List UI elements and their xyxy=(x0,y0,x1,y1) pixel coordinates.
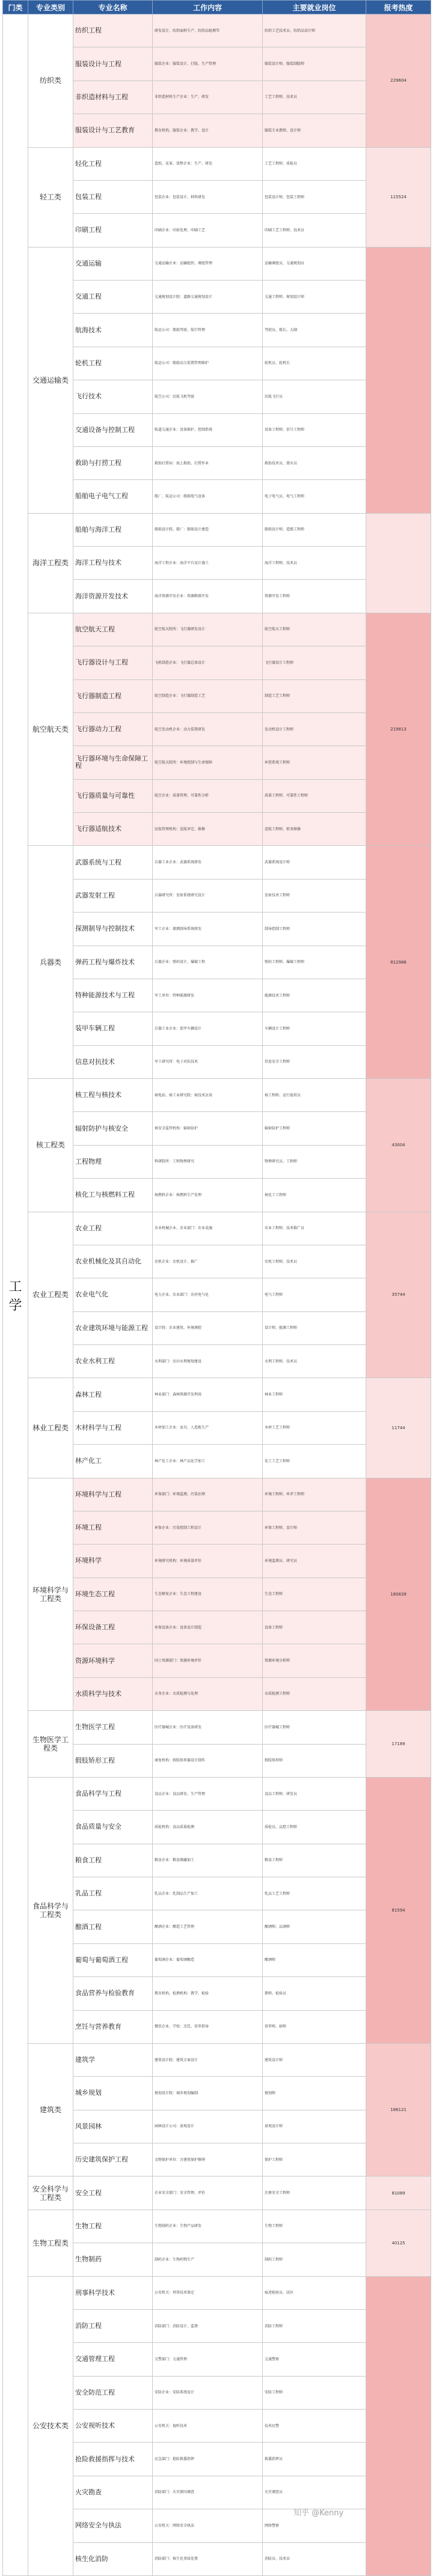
work-content-cell: 生物制药企业：生物产品研发 xyxy=(153,2210,263,2243)
work-content-cell: 航空发动机企业：动力装置研发 xyxy=(153,712,263,746)
position-cell: 资源环境分析师 xyxy=(263,1644,366,1677)
work-content-cell: 水务企业：水质检测与处理 xyxy=(153,1677,263,1710)
work-content-cell: 餐饮企业、学校：烹饪、营养指导 xyxy=(153,2010,263,2043)
major-cell: 抢险救援指挥与技术 xyxy=(73,2443,153,2476)
major-cell: 安全工程 xyxy=(73,2177,153,2210)
category-cell: 建筑类 xyxy=(28,2043,73,2177)
work-content-cell: 文物保护单位：古建筑保护修缮 xyxy=(153,2143,263,2177)
position-cell: 运输调度员、交通规划员 xyxy=(263,247,366,280)
major-cell: 飞行器质量与可靠性 xyxy=(73,779,153,812)
position-cell: 建筑设计师 xyxy=(263,2043,366,2076)
category-cell: 交通运输类 xyxy=(28,247,73,513)
major-cell: 交通设备与控制工程 xyxy=(73,413,153,446)
work-content-cell: 科研院所：工程物理研究 xyxy=(153,1145,263,1178)
major-cell: 核化工与核燃料工程 xyxy=(73,1179,153,1212)
table-row xyxy=(3,846,431,879)
major-cell: 林产化工 xyxy=(73,1445,153,1478)
work-content-cell: 航运公司：船舶驾驶、航行管理 xyxy=(153,314,263,347)
major-cell: 非织造材料与工程 xyxy=(73,80,153,114)
major-cell: 乳品工程 xyxy=(73,1877,153,1910)
position-cell: 质检员、品控工程师 xyxy=(263,1811,366,1844)
work-content-cell: 公安机关：视听技术 xyxy=(153,2410,263,2443)
position-cell: 制导控制工程师 xyxy=(263,913,366,946)
major-cell: 航海技术 xyxy=(73,314,153,347)
major-cell: 海洋工程与技术 xyxy=(73,547,153,580)
major-cell: 生物工程 xyxy=(73,2210,153,2243)
position-cell: 酿酒师 xyxy=(263,1943,366,1976)
position-cell: 辐射防护工程师 xyxy=(263,1112,366,1145)
major-cell: 服装设计与工艺教育 xyxy=(73,114,153,147)
major-cell: 农业电气化 xyxy=(73,1278,153,1311)
position-cell: 环控系统工程师 xyxy=(263,746,366,779)
work-content-cell: 研发设计、纺织面料生产、纺织品检测等 xyxy=(153,14,263,47)
position-cell: 工艺工程师、技术员 xyxy=(263,80,366,114)
major-cell: 探测制导与控制技术 xyxy=(73,913,153,946)
major-cell: 飞行器制造工程 xyxy=(73,679,153,712)
position-cell: 制造工艺工程师 xyxy=(263,679,366,712)
work-content-cell: 海洋工程企业：海洋平台设计施工 xyxy=(153,547,263,580)
position-cell: 粮食工程师 xyxy=(263,1844,366,1877)
heat-cell: 17189 xyxy=(366,1711,431,1778)
major-cell: 农业机械化及其自动化 xyxy=(73,1245,153,1278)
heat-cell xyxy=(366,2276,431,2576)
work-content-cell: 农业机械企业、农业部门：农业设施 xyxy=(153,1212,263,1245)
major-cell: 特种能源技术与工程 xyxy=(73,979,153,1012)
major-cell: 辐射防护与核安全 xyxy=(73,1112,153,1145)
work-content-cell: 康复机构：假肢矫形器设计制作 xyxy=(153,1744,263,1777)
category-cell: 海洋工程类 xyxy=(28,513,73,613)
work-content-cell: 应急部门：抢险救援指挥 xyxy=(153,2443,263,2476)
position-cell: 规划师 xyxy=(263,2077,366,2110)
major-cell: 农业工程 xyxy=(73,1212,153,1245)
work-content-cell: 核电站、核工业研究院：核技术应用 xyxy=(153,1079,263,1112)
header-menlei: 门类 xyxy=(3,1,28,14)
major-cell: 服装设计与工程 xyxy=(73,47,153,80)
major-cell: 网络安全与执法 xyxy=(73,2509,153,2542)
category-cell: 林业工程类 xyxy=(28,1378,73,1478)
major-cell: 木材科学与工程 xyxy=(73,1411,153,1444)
work-content-cell: 飞机制造企业：飞行器总体设计 xyxy=(153,646,263,679)
major-cell: 核工程与核技术 xyxy=(73,1079,153,1112)
work-content-cell: 航空航天院所：环境控制与生命保障 xyxy=(153,746,263,779)
work-content-cell: 安防企业：安防系统设计 xyxy=(153,2376,263,2409)
major-cell: 消防工程 xyxy=(73,2309,153,2342)
work-content-cell: 环保设备企业：设备设计制造 xyxy=(153,1611,263,1644)
work-content-cell: 兵器工业企业：武器系统研发 xyxy=(153,846,263,879)
major-cell: 环境科学 xyxy=(73,1545,153,1578)
position-cell: 飞行器设计工程师 xyxy=(263,646,366,679)
major-cell: 轻化工程 xyxy=(73,147,153,180)
position-cell: 生态工程师 xyxy=(263,1578,366,1611)
major-cell: 生物制药 xyxy=(73,2243,153,2276)
major-cell: 资源环境科学 xyxy=(73,1644,153,1677)
position-cell: 服装设计师、服装制版师 xyxy=(263,47,366,80)
major-cell: 历史建筑保护工程 xyxy=(73,2143,153,2177)
table-row xyxy=(3,247,431,280)
major-cell: 安全防范工程 xyxy=(73,2376,153,2409)
major-cell: 交通管理工程 xyxy=(73,2343,153,2376)
category-cell: 兵器类 xyxy=(28,846,73,1079)
position-cell: 电子电气员、电气工程师 xyxy=(263,480,366,513)
position-cell: 注册安全工程师 xyxy=(263,2177,366,2210)
major-cell: 救助与打捞工程 xyxy=(73,446,153,479)
work-content-cell: 航空制造企业：飞行器制造工艺 xyxy=(153,679,263,712)
major-cell: 飞行器设计与工程 xyxy=(73,646,153,679)
work-content-cell: 环境研究机构：环境质量评价 xyxy=(153,1545,263,1578)
major-cell: 飞行器环境与生命保障工程 xyxy=(73,746,153,779)
major-cell: 交通运输 xyxy=(73,247,153,280)
heat-cell: 115524 xyxy=(366,147,431,247)
major-cell: 烹饪与营养教育 xyxy=(73,2010,153,2043)
position-cell: 环保工程师、设计师 xyxy=(263,1511,366,1544)
major-cell: 食品科学与工程 xyxy=(73,1777,153,1810)
work-content-cell: 救助打捞局：海上救助、打捞作业 xyxy=(153,446,263,479)
table-row xyxy=(3,1711,431,1744)
table-row xyxy=(3,1478,431,1511)
position-cell: 木材工艺工程师 xyxy=(263,1411,366,1444)
major-cell: 农业建筑环境与能源工程 xyxy=(73,1311,153,1344)
major-cell: 葡萄与葡萄酒工程 xyxy=(73,1943,153,1976)
work-content-cell: 兵器企业：弹药设计、爆破工程 xyxy=(153,946,263,979)
major-cell: 刑事科学技术 xyxy=(73,2276,153,2309)
position-cell: 技术民警 xyxy=(263,2410,366,2443)
major-cell: 环境生态工程 xyxy=(73,1578,153,1611)
heat-cell: 219813 xyxy=(366,613,431,846)
work-content-cell: 医疗器械企业：医疗设备研发 xyxy=(153,1711,263,1744)
position-cell: 适航工程师、机务维修 xyxy=(263,813,366,846)
category-cell: 环境科学与工程类 xyxy=(28,1478,73,1711)
heat-cell: 229604 xyxy=(366,14,431,148)
work-content-cell: 设计院：农业建筑、环境调控 xyxy=(153,1311,263,1344)
major-cell: 武器发射工程 xyxy=(73,879,153,912)
position-cell: 信息安全工程师 xyxy=(263,1045,366,1078)
header-heat: 报考热度 xyxy=(366,1,431,14)
position-cell: 消防员、技术员 xyxy=(263,2542,366,2576)
position-cell: 包装设计师、包装工程师 xyxy=(263,180,366,213)
work-content-cell: 林业部门：森林资源开发利用 xyxy=(153,1378,263,1411)
position-cell: 食品工程师、研发员 xyxy=(263,1777,366,1810)
work-content-cell: 核燃料企业：核燃料生产处理 xyxy=(153,1179,263,1212)
position-cell: 武器系统设计师 xyxy=(263,846,366,879)
major-cell: 飞行器动力工程 xyxy=(73,712,153,746)
major-cell: 食品营养与检验教育 xyxy=(73,1977,153,2010)
work-content-cell: 林产化工企业：林产品化学加工 xyxy=(153,1445,263,1478)
major-cell: 弹药工程与爆炸技术 xyxy=(73,946,153,979)
heat-cell: 81089 xyxy=(366,2177,431,2210)
table-row xyxy=(3,1212,431,1245)
major-cell: 印刷工程 xyxy=(73,214,153,247)
position-cell: 民航飞行员 xyxy=(263,380,366,413)
heat-cell: 43004 xyxy=(366,1079,431,1212)
work-content-cell: 国土资源部门：资源环境评价 xyxy=(153,1644,263,1677)
work-content-cell: 航运公司：船舶动力装置管理维护 xyxy=(153,347,263,380)
work-content-cell: 制药企业：生物药物生产 xyxy=(153,2243,263,2276)
header-major: 专业名称 xyxy=(73,1,153,14)
table-row xyxy=(3,147,431,180)
position-cell: 交通警察 xyxy=(263,2343,366,2376)
major-cell: 公安视听技术 xyxy=(73,2410,153,2443)
heat-cell: 40125 xyxy=(366,2210,431,2276)
category-cell: 公安技术类 xyxy=(28,2276,73,2576)
category-cell: 食品科学与工程类 xyxy=(28,1777,73,2043)
position-cell: 车辆设计工程师 xyxy=(263,1012,366,1045)
position-cell: 水利工程师、技术员 xyxy=(263,1345,366,1378)
work-content-cell: 轨道交通企业：设备维护、控制系统 xyxy=(153,413,263,446)
work-content-cell: 公安机关：网络安全执法 xyxy=(153,2509,263,2542)
position-cell: 教师、检验员 xyxy=(263,1977,366,2010)
position-cell: 质量工程师、可靠性工程师 xyxy=(263,779,366,812)
work-content-cell: 质检机构：食品质量检测 xyxy=(153,1811,263,1844)
position-cell: 印刷工艺工程师、技术员 xyxy=(263,214,366,247)
position-cell: 景观设计师 xyxy=(263,2110,366,2143)
position-cell: 轮机员、轮机长 xyxy=(263,347,366,380)
position-cell: 酿酒师、品酒师 xyxy=(263,1910,366,1943)
table-row xyxy=(3,1079,431,1112)
major-cell: 假肢矫形工程 xyxy=(73,1744,153,1777)
major-cell: 海洋资源开发技术 xyxy=(73,580,153,613)
heat-cell xyxy=(366,513,431,613)
work-content-cell: 船舶设计院、船厂：船舶设计建造 xyxy=(153,513,263,546)
major-cell: 建筑学 xyxy=(73,2043,153,2076)
work-content-cell: 印刷企业：印前处理、印刷工艺 xyxy=(153,214,263,247)
work-content-cell: 木材加工企业：家具、人造板生产 xyxy=(153,1411,263,1444)
header-position: 主要就业岗位 xyxy=(263,1,366,14)
header-work-content: 工作内容 xyxy=(153,1,263,14)
work-content-cell: 航空企业：质量管理、可靠性分析 xyxy=(153,779,263,812)
position-cell: 营养师、厨师 xyxy=(263,2010,366,2043)
major-cell: 水质科学与技术 xyxy=(73,1677,153,1710)
position-cell: 化工工艺工程师 xyxy=(263,1445,366,1478)
major-cell: 农业水利工程 xyxy=(73,1345,153,1378)
major-cell: 武器系统与工程 xyxy=(73,846,153,879)
header-category: 专业类别 xyxy=(28,1,73,14)
major-cell: 包装工程 xyxy=(73,180,153,213)
work-content-cell: 军工企业：探测制导系统研发 xyxy=(153,913,263,946)
table-row xyxy=(3,513,431,546)
work-content-cell: 食品企业：食品研发、生产管理 xyxy=(153,1777,263,1810)
work-content-cell: 交通运输企业：运输组织、调度管理 xyxy=(153,247,263,280)
work-content-cell: 交警部门：交通管理 xyxy=(153,2343,263,2376)
major-cell: 轮机工程 xyxy=(73,347,153,380)
heat-cell: 812986 xyxy=(366,846,431,1079)
work-content-cell: 海洋资源开发企业：资源勘探开发 xyxy=(153,580,263,613)
position-cell: 水质检测工程师 xyxy=(263,1677,366,1710)
work-content-cell: 航空公司：民航飞机驾驶 xyxy=(153,380,263,413)
major-cell: 森林工程 xyxy=(73,1378,153,1411)
work-content-cell: 兵器工业企业：装甲车辆设计 xyxy=(153,1012,263,1045)
work-content-cell: 环保部门：环境监测、污染治理 xyxy=(153,1478,263,1511)
table-row xyxy=(3,2043,431,2076)
position-cell: 能源技术工程师 xyxy=(263,979,366,1012)
work-content-cell: 包装企业：包装设计、材料研发 xyxy=(153,180,263,213)
work-content-cell: 消防部门：火灾原因调查 xyxy=(153,2476,263,2509)
position-cell: 交通工程师、规划设计师 xyxy=(263,281,366,314)
work-content-cell: 消防部门：核生化事故处置 xyxy=(153,2542,263,2576)
major-cell: 飞行技术 xyxy=(73,380,153,413)
position-cell: 海洋工程师、技术员 xyxy=(263,547,366,580)
position-cell: 痕迹检验员、法医 xyxy=(263,2276,366,2309)
work-content-cell: 规划设计院：城乡规划编制 xyxy=(153,2077,263,2110)
major-cell: 环保设备工程 xyxy=(73,1611,153,1644)
work-content-cell: 消防部门：消防设计、监督 xyxy=(153,2309,263,2342)
position-cell: 生物工程师 xyxy=(263,2210,366,2243)
work-content-cell: 生态修复企业：生态工程建设 xyxy=(153,1578,263,1611)
major-cell: 环境工程 xyxy=(73,1511,153,1544)
work-content-cell: 水利部门：农田水利规划建设 xyxy=(153,1345,263,1378)
position-cell: 安防工程师 xyxy=(263,2376,366,2409)
position-cell: 核化工工程师 xyxy=(263,1179,366,1212)
position-cell: 保护工程师 xyxy=(263,2143,366,2177)
work-content-cell: 军工单位：特种能源研发 xyxy=(153,979,263,1012)
category-cell: 核工程类 xyxy=(28,1079,73,1212)
position-cell: 林业工程师 xyxy=(263,1378,366,1411)
work-content-cell: 乳品企业：乳制品生产加工 xyxy=(153,1877,263,1910)
work-content-cell: 园林设计公司：景观设计 xyxy=(153,2110,263,2143)
position-cell: 电气工程师 xyxy=(263,1278,366,1311)
position-cell: 设备工程师 xyxy=(263,1611,366,1644)
position-cell: 发射技术工程师 xyxy=(263,879,366,912)
work-content-cell: 交通规划设计院：道路交通规划设计 xyxy=(153,281,263,314)
position-cell: 假肢矫形师 xyxy=(263,1744,366,1777)
position-cell: 船舶设计师、造船工程师 xyxy=(263,513,366,546)
category-cell: 航空航天类 xyxy=(28,613,73,846)
major-cell: 食品质量与安全 xyxy=(73,1811,153,1844)
category-cell: 生物工程类 xyxy=(28,2210,73,2276)
position-cell: 医疗器械工程师 xyxy=(263,1711,366,1744)
work-content-cell: 服装企业：服装设计、打版、生产管理 xyxy=(153,47,263,80)
position-cell: 设备工程师、信号工程师 xyxy=(263,413,366,446)
work-content-cell: 电力企业、农业部门：农村电气化 xyxy=(153,1278,263,1311)
position-cell: 农业工程师、技术推广员 xyxy=(263,1212,366,1245)
work-content-cell: 教育机构、检测机构：教学、检验 xyxy=(153,1977,263,2010)
work-content-cell: 军工研究所：电子对抗技术 xyxy=(153,1045,263,1078)
table-body xyxy=(3,14,431,2576)
position-cell: 制药工程师 xyxy=(263,2243,366,2276)
position-cell: 救援指挥员 xyxy=(263,2443,366,2476)
position-cell: 核工程师、运行值班员 xyxy=(263,1079,366,1112)
heat-cell: 81594 xyxy=(366,1777,431,2043)
position-cell: 设计师、能源工程师 xyxy=(263,1311,366,1344)
menlei-cell: 工学 xyxy=(3,14,28,2576)
work-content-cell: 兵器研究所：发射系统研究设计 xyxy=(153,879,263,912)
work-content-cell: 教育机构、服装企业：教学、设计 xyxy=(153,114,263,147)
heat-cell xyxy=(366,247,431,513)
category-cell: 安全科学与工程类 xyxy=(28,2177,73,2210)
heat-cell: 35744 xyxy=(366,1212,431,1378)
position-cell: 弹药工程师、爆破工程师 xyxy=(263,946,366,979)
major-cell: 装甲车辆工程 xyxy=(73,1012,153,1045)
work-content-cell: 建筑设计院：建筑方案设计 xyxy=(153,2043,263,2076)
category-cell: 轻工类 xyxy=(28,147,73,247)
major-cell: 船舶与海洋工程 xyxy=(73,513,153,546)
table-row xyxy=(3,1378,431,1411)
work-content-cell: 航空航天院所：飞行器研发设计 xyxy=(153,613,263,646)
table-header-row xyxy=(3,1,431,14)
position-cell: 救助技术员、潜水员 xyxy=(263,446,366,479)
table-row xyxy=(3,14,431,47)
major-cell: 火灾勘查 xyxy=(73,2476,153,2509)
position-cell: 服装专业教师、设计师 xyxy=(263,114,366,147)
work-content-cell: 核安全监管机构：辐射防护 xyxy=(153,1112,263,1145)
position-cell: 乳品工艺工程师 xyxy=(263,1877,366,1910)
table-row xyxy=(3,613,431,646)
work-content-cell: 农机企业：农机设计、推广 xyxy=(153,1245,263,1278)
major-table xyxy=(2,0,431,2576)
work-content-cell: 企业安全部门：安全管理、评价 xyxy=(153,2177,263,2210)
table-row xyxy=(3,2276,431,2309)
position-cell: 资源开发工程师 xyxy=(263,580,366,613)
work-content-cell: 酿酒企业：酿造工艺管理 xyxy=(153,1910,263,1943)
position-cell: 环境监测员、研究员 xyxy=(263,1545,366,1578)
heat-cell: 11744 xyxy=(366,1378,431,1478)
position-cell: 物理研究员、工程师 xyxy=(263,1145,366,1178)
position-cell: 驾驶员、船长、大副 xyxy=(263,314,366,347)
category-cell: 生物医学工程类 xyxy=(28,1711,73,1778)
work-content-cell: 造纸、皮革、染整企业：生产、研发 xyxy=(153,147,263,180)
major-cell: 船舶电子电气工程 xyxy=(73,480,153,513)
category-cell: 农业工程类 xyxy=(28,1212,73,1378)
position-cell: 纺织工艺技术员、纺织品设计师 xyxy=(263,14,366,47)
major-cell: 纺织工程 xyxy=(73,14,153,47)
work-content-cell: 粮食企业：粮食储藏加工 xyxy=(153,1844,263,1877)
major-cell: 航空航天工程 xyxy=(73,613,153,646)
work-content-cell: 民航管理机构：适航审定、维修 xyxy=(153,813,263,846)
position-cell: 环境工程师、环评工程师 xyxy=(263,1478,366,1511)
work-content-cell: 环保企业：污染控制工程设计 xyxy=(153,1511,263,1544)
work-content-cell: 非织造材料生产企业：生产、研发 xyxy=(153,80,263,114)
major-cell: 酿酒工程 xyxy=(73,1910,153,1943)
work-content-cell: 公安机关：刑事技术鉴定 xyxy=(153,2276,263,2309)
major-cell: 飞行器适航技术 xyxy=(73,813,153,846)
major-cell: 粮食工程 xyxy=(73,1844,153,1877)
position-cell: 工艺工程师、质检员 xyxy=(263,147,366,180)
position-cell: 发动机设计工程师 xyxy=(263,712,366,746)
position-cell: 网络警察 xyxy=(263,2509,366,2542)
major-cell: 信息对抗技术 xyxy=(73,1045,153,1078)
work-content-cell: 葡萄酒企业：葡萄酒酿造 xyxy=(153,1943,263,1976)
work-content-cell: 船厂、航运公司：船舶电气设备 xyxy=(153,480,263,513)
table-row xyxy=(3,1777,431,1810)
category-cell: 纺织类 xyxy=(28,14,73,148)
major-cell: 工程物理 xyxy=(73,1145,153,1178)
heat-cell: 186121 xyxy=(366,2043,431,2177)
watermark: 知乎 @Kenny xyxy=(293,2509,344,2518)
position-cell: 消防工程师 xyxy=(263,2309,366,2342)
major-cell: 交通工程 xyxy=(73,281,153,314)
position-cell: 火灾调查员 xyxy=(263,2476,366,2509)
table-row xyxy=(3,2210,431,2243)
position-cell: 农机工程师、技术员 xyxy=(263,1245,366,1278)
major-cell: 生物医学工程 xyxy=(73,1711,153,1744)
major-cell: 环境科学与工程 xyxy=(73,1478,153,1511)
heat-cell: 180839 xyxy=(366,1478,431,1711)
position-cell: 航空航天工程师 xyxy=(263,613,366,646)
major-cell: 风景园林 xyxy=(73,2110,153,2143)
major-cell: 城乡规划 xyxy=(73,2077,153,2110)
major-cell: 核生化消防 xyxy=(73,2542,153,2576)
table-row xyxy=(3,2177,431,2210)
